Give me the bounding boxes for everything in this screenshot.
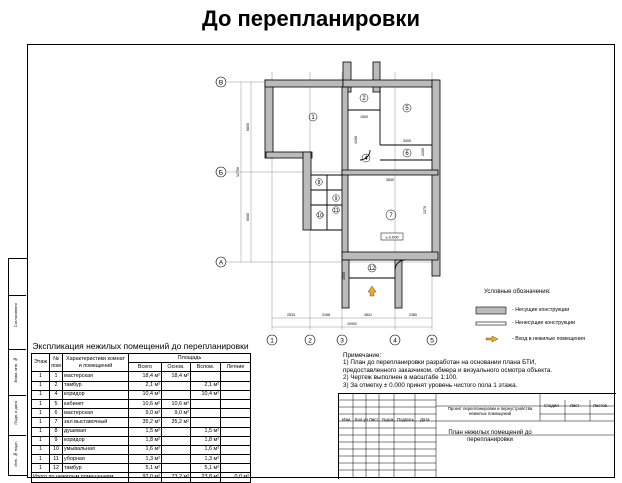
cell-main <box>162 464 191 473</box>
cell-summer <box>221 399 251 408</box>
cell-name: кабинет <box>63 399 129 408</box>
cell-summer <box>221 409 251 418</box>
stamp-col-kol: Кол.уч <box>355 417 368 422</box>
cell-total: 1,3 м² <box>129 455 162 464</box>
cell-floor: 1 <box>32 427 50 436</box>
axis-num-4: 4 <box>393 337 397 345</box>
stamp-project: Проект перепланировки и переустройства нежилых помещений <box>447 406 533 416</box>
cell-aux: 10,4 м² <box>191 390 221 399</box>
stamp-sheet: Лист <box>570 403 580 408</box>
legend-item-entrance: - Вход в нежилые помещения <box>512 336 586 342</box>
legend-bearing-swatch <box>476 307 506 314</box>
cell-aux <box>191 409 221 418</box>
explication-table <box>31 341 250 483</box>
cell-no: 11 <box>50 455 63 464</box>
entrance-arrow-icon <box>368 286 376 296</box>
col-total: Всего <box>129 363 162 372</box>
cell-total: 18,4 м² <box>129 372 162 381</box>
cell-summer <box>221 445 251 454</box>
dim-h-1: 2533 <box>287 313 295 317</box>
cell-main <box>162 427 191 436</box>
table-row <box>32 445 251 454</box>
cell-main <box>162 436 191 445</box>
level-mark: ± 0.000 <box>385 234 399 240</box>
axis-num-2: 2 <box>308 337 312 345</box>
cell-floor: 1 <box>32 390 50 399</box>
cell-floor: 1 <box>32 409 50 418</box>
dim-h-4: 2380 <box>409 313 417 317</box>
cell-total: 10,4 м² <box>129 390 162 399</box>
cell-main <box>162 455 191 464</box>
cell-total: 1,5 м² <box>129 427 162 436</box>
cell-floor: 1 <box>32 381 50 390</box>
stamp-col-date: Дата <box>420 417 430 422</box>
cell-aux: 1,8 м² <box>191 436 221 445</box>
cell-summer <box>221 390 251 399</box>
cell-name: мастерская <box>63 372 129 381</box>
room-11-label: 11 <box>333 208 339 214</box>
room-12-label: 12 <box>368 266 376 272</box>
cell-total: 1,8 м² <box>129 436 162 445</box>
dim-inner-7: 2200 <box>421 148 425 156</box>
cell-total: 1,6 м² <box>129 445 162 454</box>
notes-line-1: 1) План до перепланировки разработан на основании плана БТИ, <box>343 359 537 367</box>
dim-inner-1: 1500 <box>360 115 368 119</box>
total-main: 73,2 м² <box>162 473 191 482</box>
cell-summer <box>221 464 251 473</box>
notes-line-3: 2) Чертеж выполнен в масштабе 1:100. <box>343 374 458 382</box>
cell-aux: 1,5 м² <box>191 427 221 436</box>
page-title: До перепланировки <box>202 6 420 31</box>
col-area: Площадь <box>129 354 251 363</box>
cell-no: 4 <box>50 390 63 399</box>
cell-summer <box>221 418 251 427</box>
cell-aux: 1,3 м² <box>191 455 221 464</box>
table-row <box>32 409 251 418</box>
cell-no: 1 <box>50 372 63 381</box>
room-8-label: 8 <box>317 180 321 186</box>
side-label-inv: Взам. инв. № <box>13 357 18 383</box>
room-9-label: 9 <box>334 196 338 202</box>
cell-floor: 1 <box>32 436 50 445</box>
room-1-label: 1 <box>311 115 315 121</box>
table-row <box>32 390 251 399</box>
title-block <box>338 393 616 479</box>
axis-num-5: 5 <box>430 337 434 345</box>
notes-line-2: предоставленного заказчиком, обмера и визуального осмотра объекта. <box>343 366 553 374</box>
dim-horizontal-total: 10902 <box>347 322 357 326</box>
dim-inner-4: 2370 <box>423 206 427 214</box>
cell-floor: 1 <box>32 445 50 454</box>
cell-main: 35,2 м² <box>162 418 191 427</box>
cell-no: 2 <box>50 381 63 390</box>
stamp-sheet-title-1: План нежилых помещений до <box>448 430 532 436</box>
room-7-label: 7 <box>389 213 393 219</box>
cell-total: 35,2 м² <box>129 418 162 427</box>
col-no: № пом <box>50 354 63 372</box>
cell-aux <box>191 399 221 408</box>
notes-title: Примечание: <box>343 352 382 359</box>
explication-title: Экспликация нежилых помещений до перепланировки <box>32 341 249 351</box>
axis-letter-b: Б <box>218 169 224 177</box>
cell-name: зал выставочный <box>63 418 129 427</box>
cell-main: 10,6 м² <box>162 399 191 408</box>
table-row <box>32 372 251 381</box>
dim-inner-2: 4190 <box>354 136 358 144</box>
cell-name: коридор <box>63 436 129 445</box>
cell-no: 5 <box>50 399 63 408</box>
side-label-inv-orig: Инв. № подл. <box>13 441 18 467</box>
cell-total: 9,0 м² <box>129 409 162 418</box>
stamp-sheet-title-2: перепланировки <box>467 437 513 443</box>
side-label-sign: Подп. и дата <box>13 401 18 425</box>
stamp-col-sign: Подпись <box>397 417 415 422</box>
table-row <box>32 436 251 445</box>
col-aux: Вспом. <box>191 363 221 372</box>
room-4-label: 4 <box>364 156 368 162</box>
cell-name: душевая <box>63 427 129 436</box>
dim-h-2: 2168 <box>322 313 330 317</box>
room-2-label: 2 <box>362 96 366 102</box>
room-6-label: 6 <box>405 151 409 157</box>
notes-line-4: 3) За отметку ± 0.000 принят уровень чистого пола 1 этажа. <box>343 381 518 389</box>
axis-num-1: 1 <box>270 337 274 345</box>
cell-aux: 1,6 м² <box>191 445 221 454</box>
axis-num-3: 3 <box>340 337 344 345</box>
total-row <box>32 473 251 482</box>
cell-aux <box>191 372 221 381</box>
cell-no: 7 <box>50 418 63 427</box>
cell-main <box>162 445 191 454</box>
cell-name: тамбур <box>63 464 129 473</box>
cell-aux: 2,1 м² <box>191 381 221 390</box>
legend-nonbearing-swatch <box>476 322 506 325</box>
total-label: Итого по нежилым помещениям <box>32 473 129 482</box>
cell-summer <box>221 372 251 381</box>
cell-no: 9 <box>50 436 63 445</box>
dim-h-3: 3831 <box>364 313 372 317</box>
legend-entrance-icon <box>486 336 498 342</box>
cell-main: 9,0 м² <box>162 409 191 418</box>
cell-floor: 1 <box>32 455 50 464</box>
total-total: 97,0 м² <box>129 473 162 482</box>
legend-title: Условные обозначения: <box>484 289 551 295</box>
cell-name: тамбур <box>63 381 129 390</box>
axis-letter-a: А <box>218 259 224 267</box>
room-5-label: 5 <box>405 106 409 112</box>
cell-name: коридор <box>63 390 129 399</box>
table-row <box>32 381 251 390</box>
cell-no: 12 <box>50 464 63 473</box>
dim-inner-6: 1500 <box>342 272 346 280</box>
stamp-sheets: Листов <box>593 403 607 408</box>
legend-item-nonbearing: - Ненесущие конструкции <box>512 320 576 326</box>
dim-inner-3: 3830 <box>386 178 394 182</box>
total-aux: 23,8 м² <box>191 473 221 482</box>
cell-summer <box>221 436 251 445</box>
room-10-label: 10 <box>317 213 323 219</box>
cell-name: уборная <box>63 455 129 464</box>
axis-letter-v: В <box>218 79 224 87</box>
cell-summer <box>221 427 251 436</box>
notes <box>343 352 552 389</box>
stamp-col-doc: №док. <box>382 417 395 422</box>
stamp-stage: Стадия <box>544 403 559 408</box>
cell-no: 8 <box>50 427 63 436</box>
cell-floor: 1 <box>32 372 50 381</box>
dim-inner-5: 3400 <box>403 139 411 143</box>
cell-total: 2,1 м² <box>129 381 162 390</box>
cell-no: 10 <box>50 445 63 454</box>
stamp-col-izm: Изм. <box>342 417 352 422</box>
stamp-col-list: Лист <box>369 417 379 422</box>
col-summer: Летние <box>221 363 251 372</box>
dim-vertical-bottom: 6000 <box>246 213 250 221</box>
cell-main: 18,4 м² <box>162 372 191 381</box>
table-row <box>32 464 251 473</box>
total-summer: 0,0 м² <box>221 473 251 482</box>
dim-vertical-outer: 12700 <box>236 167 240 177</box>
cell-name: мастерская <box>63 409 129 418</box>
cell-floor: 1 <box>32 418 50 427</box>
col-floor: Этаж <box>32 354 50 372</box>
table-row <box>32 399 251 408</box>
cell-main <box>162 381 191 390</box>
cell-total: 10,6 м² <box>129 399 162 408</box>
col-desc: Характеристики комнат и помещений <box>63 354 129 372</box>
cell-summer <box>221 381 251 390</box>
cell-name: умывальная <box>63 445 129 454</box>
cell-aux: 5,1 м² <box>191 464 221 473</box>
cell-floor: 1 <box>32 464 50 473</box>
cell-summer <box>221 455 251 464</box>
dim-vertical-top: 6800 <box>246 123 250 131</box>
table-row <box>32 455 251 464</box>
cell-floor: 1 <box>32 399 50 408</box>
legend-item-bearing: - Несущие конструкции <box>512 307 570 313</box>
table-row <box>32 427 251 436</box>
cell-aux <box>191 418 221 427</box>
cell-no: 6 <box>50 409 63 418</box>
cell-total: 5,1 м² <box>129 464 162 473</box>
table-row <box>32 418 251 427</box>
col-main: Основ. <box>162 363 191 372</box>
cell-main <box>162 390 191 399</box>
side-label-agreed: Согласовано <box>13 303 18 328</box>
